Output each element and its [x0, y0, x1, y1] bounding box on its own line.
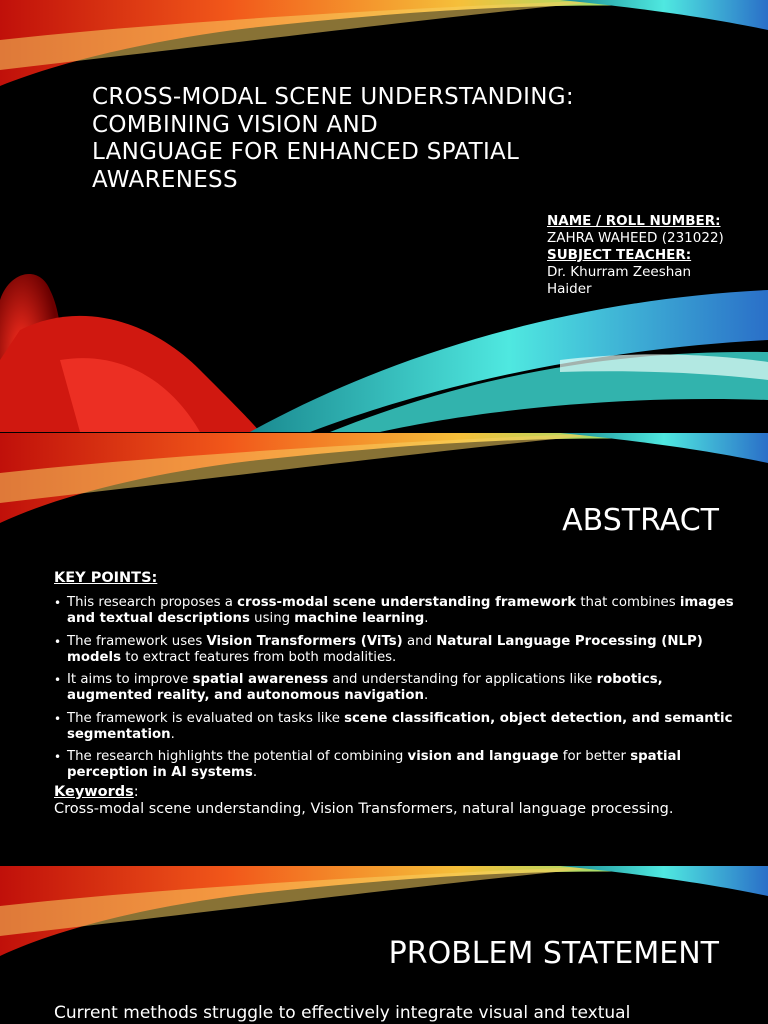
- key-point-item: [54, 711, 734, 743]
- key-point-bold-text: spatial awareness: [192, 672, 329, 687]
- key-point-bold-text: vision and language: [407, 749, 559, 764]
- key-point-item: [54, 634, 734, 666]
- problem-statement-heading: PROBLEM STATEMENT: [388, 936, 719, 971]
- title-line: LANGUAGE FOR ENHANCED SPATIAL: [92, 139, 520, 165]
- abstract-heading: ABSTRACT: [562, 503, 719, 538]
- key-point-bold-text: scene classification, object detection, and semantic segmentation: [67, 710, 733, 742]
- teacher-value-line2: Haider: [547, 281, 592, 297]
- key-point-text: and: [402, 633, 437, 649]
- key-point-bold-text: cross-modal scene understanding framework: [237, 595, 577, 610]
- title-line: CROSS-MODAL SCENE UNDERSTANDING:: [92, 84, 574, 110]
- key-points-list: [54, 595, 734, 788]
- key-point-text: The research highlights the potential of combining: [67, 749, 408, 764]
- key-point-bold-text: Natural Language Processing (NLP) models: [67, 633, 703, 665]
- presentation-title: [92, 84, 652, 194]
- keywords-text: Cross-modal scene understanding, Vision Transformers, natural language processing.: [54, 801, 674, 817]
- key-point-bold-text: spatial perception in AI systems: [67, 749, 682, 780]
- name-value: ZAHRA WAHEED (231022): [547, 230, 724, 246]
- key-point-item: [54, 749, 734, 781]
- key-point-text: that combines: [576, 595, 680, 610]
- key-point-text: .: [424, 611, 429, 626]
- keywords-label: Keywords: [54, 784, 134, 800]
- title-line: AWARENESS: [92, 166, 238, 193]
- key-point-bold-text: Vision Transformers (ViTs): [206, 633, 403, 649]
- abstract-slide: [0, 433, 768, 865]
- key-point-bold-text: images and textual descriptions: [67, 595, 734, 626]
- key-point-item: [54, 595, 734, 627]
- key-point-text: .: [252, 765, 258, 780]
- key-point-text: It aims to improve: [67, 672, 193, 687]
- key-point-text: This research proposes a: [67, 595, 238, 610]
- key-point-text: for better: [558, 749, 631, 764]
- key-point-bold-text: machine learning: [294, 611, 425, 626]
- teacher-label: SUBJECT TEACHER:: [547, 247, 692, 263]
- key-point-text: and understanding for applications like: [328, 672, 597, 687]
- teacher-value-line1: Dr. Khurram Zeeshan: [547, 264, 692, 280]
- key-point-text: to extract features from both modalities.: [121, 649, 397, 665]
- key-point-bold-text: robotics, augmented reality, and autonomous navigation: [67, 672, 663, 703]
- key-point-text: .: [170, 726, 175, 742]
- name-label: NAME / ROLL NUMBER:: [547, 213, 721, 229]
- keywords-colon: :: [133, 784, 139, 800]
- key-point-text: The framework uses: [67, 633, 207, 649]
- title-line: COMBINING VISION AND: [92, 111, 379, 138]
- key-point-text: The framework is evaluated on tasks like: [67, 710, 345, 726]
- keywords-block: [54, 784, 754, 818]
- key-point-text: .: [423, 688, 429, 703]
- problem-statement-text: Current methods struggle to effectively integrate visual and textual: [54, 1003, 631, 1023]
- title-slide: [0, 0, 768, 432]
- key-points-label: KEY POINTS:: [54, 570, 158, 586]
- key-point-text: using: [249, 611, 295, 626]
- problem-statement-slide: [0, 866, 768, 1024]
- author-info: [547, 213, 747, 298]
- key-point-item: [54, 672, 734, 704]
